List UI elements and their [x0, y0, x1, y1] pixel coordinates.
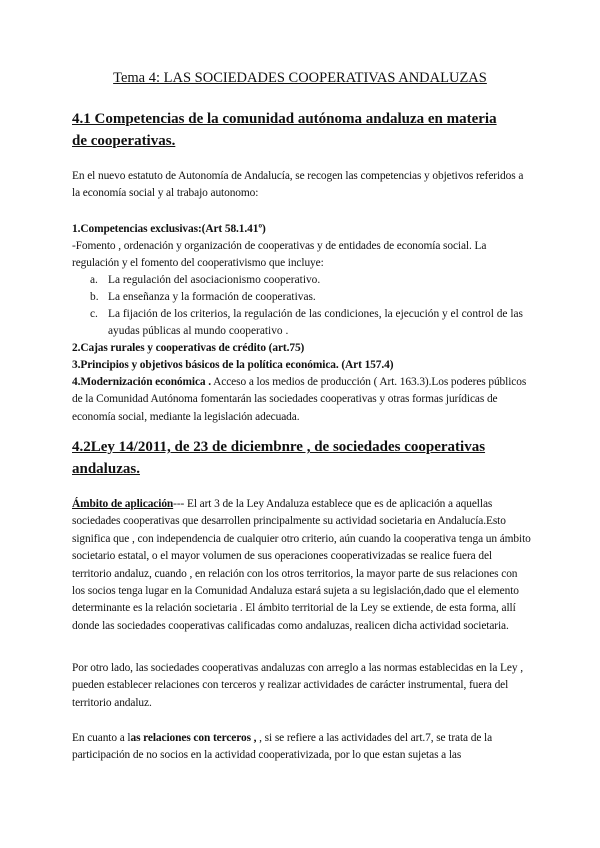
section-heading-4-1: 4.1 Competencias de la comunidad autónoma andaluza en materia de cooperativas.	[72, 111, 497, 149]
ambito-paragraph	[72, 496, 532, 635]
ambito-label: Ámbito de aplicación	[72, 498, 174, 510]
list-marker: c.	[90, 308, 98, 320]
terceros-pre: En cuanto a l	[72, 732, 131, 744]
modernizacion-text: Acceso a los medios de producción ( Art. 163.3).Los poderes públicos de la Comunidad Autónoma fomentarán las sociedades cooperativas y otras formas jurídicas de economía social, mediante la legislación adecuada.	[72, 376, 527, 423]
modernizacion-label: 4.Modernización económica .	[72, 376, 212, 388]
modernizacion-paragraph	[72, 374, 532, 426]
list-text: La regulación del asociacionismo cooperativo.	[108, 274, 321, 286]
relaciones-paragraph: Por otro lado, las sociedades cooperativas andaluzas con arreglo a las normas establecidas en la Ley , pueden establecer relaciones con terceros y realizar actividades de carácter instrumental, fuera del territorio andaluz.	[72, 662, 523, 709]
list-text: La enseñanza y la formación de cooperativas.	[108, 291, 316, 303]
intro-paragraph: En el nuevo estatuto de Autonomía de Andalucía, se recogen las competencias y objetivos referidos a la economía social y al trabajo autonomo:	[72, 170, 524, 200]
terceros-paragraph	[72, 730, 532, 765]
list-marker: a.	[90, 274, 98, 286]
terceros-text: , si se refiere a las actividades del art.7, se trata de la participación de no socios en la actividad cooperativizada, por lo que estan sujetas a las	[72, 732, 493, 762]
document-title: Tema 4: LAS SOCIEDADES COOPERATIVAS ANDALUZAS	[113, 70, 487, 86]
list-marker: b.	[90, 291, 99, 303]
section-heading-4-2: 4.2Ley 14/2011, de 23 de diciembnre , de sociedades cooperativas andaluzas.	[72, 439, 486, 477]
competencias-exclusivas-text: -Fomento , ordenación y organización de cooperativas y de entidades de economía social. La regulación y el fomento del cooperativismo que incluye:	[72, 240, 487, 270]
list-text: La fijación de los criterios, la regulación de las condiciones, la ejecución y el control de las ayudas públicas al mundo cooperativo .	[108, 308, 523, 338]
competencias-exclusivas-title: 1.Competencias exclusivas:(Art 58.1.41º)	[72, 223, 266, 235]
ambito-text: --- El art 3 de la Ley Andaluza establece que es de aplicación a aquellas sociedades cooperativas que desarrollen principalmente su actividad societaria en Andalucía.Esto significa que , con independencia de cualquier otro criterio, aún cuando la cooperativa tenga un ámbito societario estatal, o el mayor volumen de sus operaciones cooperativizadas se realice fuera del territorio andaluz, cuando , en relación con los otros territorios, la mayor parte de sus relaciones con los socios tenga lugar en la Comunidad Andaluza estará sujeta a su legislación,dado que el elemento determinante es la relación societaria . El ámbito territorial de la Ley se extiende, de esta forma, allí donde las sociedades cooperativas calificadas como andaluzas, realicen dicha actividad societaria.	[72, 498, 531, 632]
principios-line: 3.Principios y objetivos básicos de la política económica. (Art 157.4)	[72, 359, 394, 371]
terceros-label: as relaciones con terceros ,	[130, 732, 257, 744]
cajas-rurales-line: 2.Cajas rurales y cooperativas de crédito (art.75)	[72, 342, 305, 354]
